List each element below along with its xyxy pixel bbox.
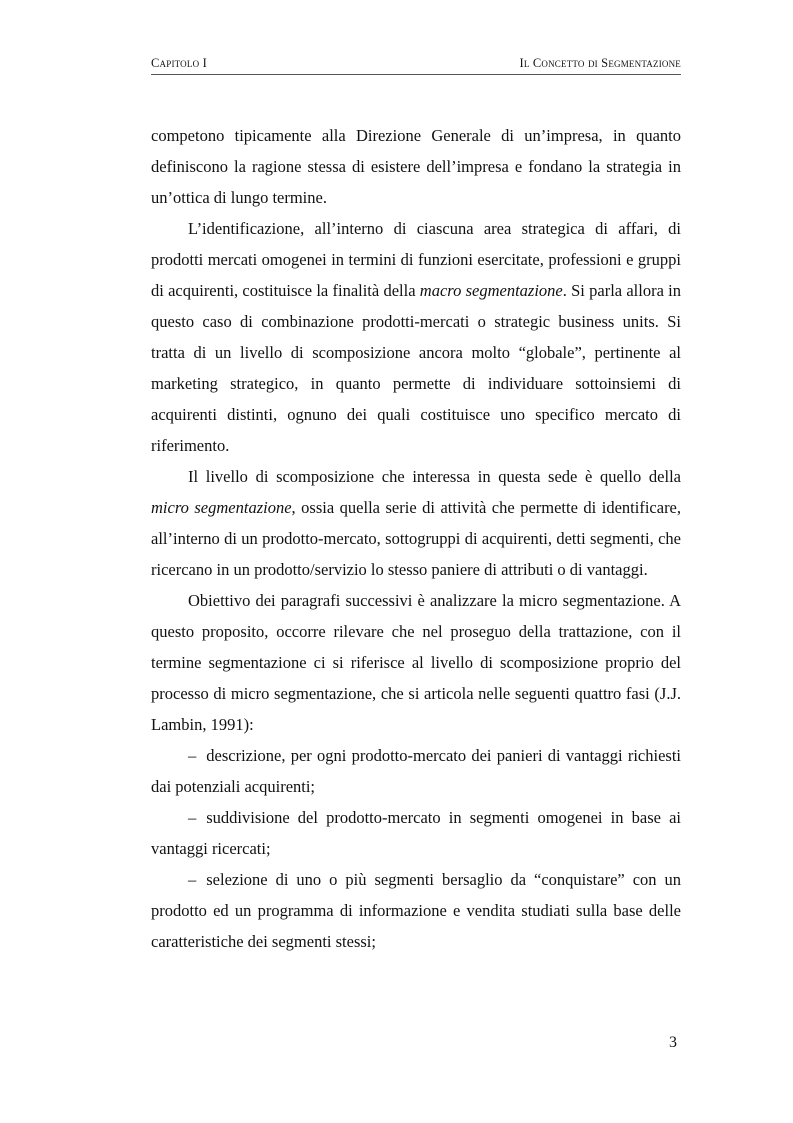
list-item: [151, 740, 681, 802]
paragraph-3-emphasis: micro segmentazione: [151, 498, 292, 517]
list-item-text: selezione di uno o più segmenti bersaglio da “conquistare” con un prodotto ed un programma di informazione e vendita studiati sulla base delle caratteristiche dei segmenti stessi;: [151, 870, 681, 951]
page-number: 3: [669, 1034, 677, 1051]
paragraph-4: Obiettivo dei paragrafi successivi è analizzare la micro segmentazione. A questo proposito, occorre rilevare che nel proseguo della trattazione, con il termine segmentazione ci si riferisce al livello di scomposizione proprio del processo di micro segmentazione, che si articola nelle seguenti quattro fasi (J.J. Lambin, 1991):: [151, 591, 681, 734]
list-item: [151, 802, 681, 864]
list-dash: –: [188, 746, 197, 765]
paragraph-3: [151, 461, 681, 585]
page-body: [151, 120, 681, 957]
list-item: [151, 864, 681, 957]
list-item-text: descrizione, per ogni prodotto-mercato dei panieri di vantaggi richiesti dai potenziali acquirenti;: [151, 746, 681, 796]
paragraph-3-text-b: , ossia quella serie di attività che permette di identificare, all’interno di un prodotto-mercato, sottogruppi di acquirenti, detti segmenti, che ricercano in un prodotto/servizio lo stesso paniere di attributi o di vantaggi.: [151, 498, 682, 579]
paragraph-2: [151, 213, 681, 461]
running-header: [151, 56, 681, 75]
list-dash: –: [188, 808, 197, 827]
paragraph-2-emphasis: macro segmentazione: [419, 281, 563, 300]
section-title: Il Concetto di Segmentazione: [519, 56, 681, 70]
list-item-text: suddivisione del prodotto-mercato in segmenti omogenei in base ai vantaggi ricercati;: [151, 808, 681, 858]
paragraph-3-text-a: Il livello di scomposizione che interessa in questa sede è quello della: [188, 467, 681, 486]
paragraph-2-text-a: L’identificazione, all’interno di ciascuna area strategica di affari, di prodotti mercati omogenei in termini di funzioni esercitate, professioni e gruppi di acquirenti, costituisce la finalità della: [151, 219, 681, 300]
list-dash: –: [188, 870, 197, 889]
paragraph-1: competono tipicamente alla Direzione Generale di un’impresa, in quanto definiscono la ragione stessa di esistere dell’impresa e fondano la strategia in un’ottica di lungo termine.: [151, 126, 681, 207]
chapter-label: Capitolo I: [151, 56, 207, 70]
paragraph-2-text-b: . Si parla allora in questo caso di combinazione prodotti-mercati o strategic business units. Si tratta di un livello di scomposizione ancora molto “globale”, pertinente al marketing strategico, in quanto permette di individuare sottoinsiemi di acquirenti distinti, ognuno dei quali costituisce uno specifico mercato di riferimento.: [151, 281, 681, 455]
